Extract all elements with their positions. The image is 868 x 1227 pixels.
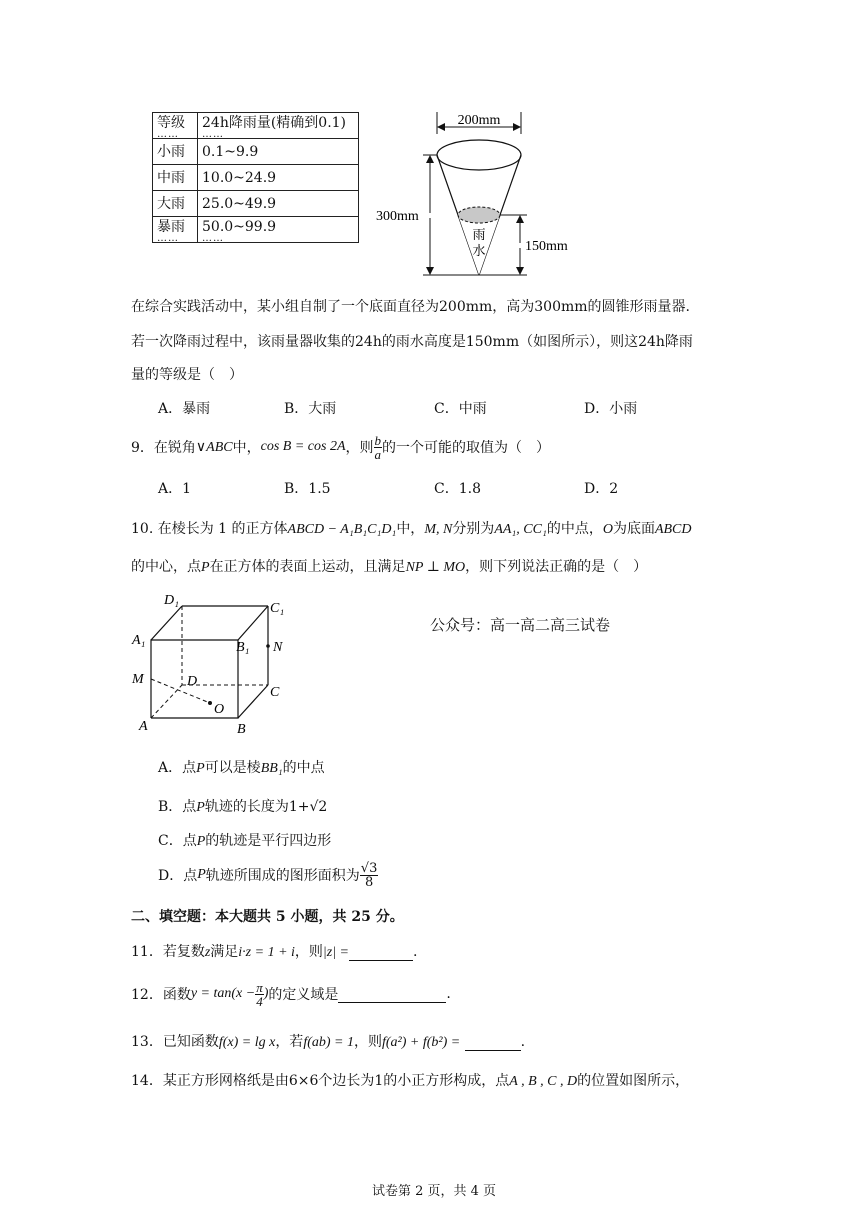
- q9-text: 中，: [232, 440, 261, 456]
- label-D1: D₁: [164, 593, 179, 608]
- table-row: [153, 113, 359, 139]
- q9-option-d[interactable]: D．2: [584, 481, 619, 497]
- q12-answer-blank[interactable]: [338, 986, 446, 1003]
- water-label-2: 水: [472, 243, 486, 258]
- label-D: D: [187, 674, 198, 689]
- q8-option-c[interactable]: C．中雨: [434, 401, 487, 417]
- q9-text: ，则: [345, 440, 374, 456]
- rainfall-table: [152, 112, 359, 243]
- table-cell: 暴雨 ……: [153, 217, 198, 243]
- table-cell: 小雨: [153, 139, 198, 165]
- q11-stem: 11．若复数z满足i·z = 1 + i，则|z| = .: [131, 944, 418, 960]
- water-label-1: 雨: [472, 227, 486, 242]
- q13-stem: 13．已知函数f(x) = lg x，若f(ab) = 1，则f(a²) + f(b²) = .: [131, 1034, 526, 1050]
- q9-stem: [131, 428, 550, 466]
- table-cell: 等级 ……: [153, 113, 198, 139]
- label-B1: B₁: [236, 640, 250, 655]
- table-cell: 25.0~49.9: [198, 191, 359, 217]
- table-row: [153, 217, 359, 243]
- q9-fraction: $\frac{b}{a}$: [374, 432, 381, 462]
- q8-line-3: 量的等级是（ ）: [131, 367, 243, 383]
- label-N: N: [273, 640, 283, 655]
- table-cell: 中雨: [153, 165, 198, 191]
- table-cell: 大雨: [153, 191, 198, 217]
- q9-prefix: 9．在锐角: [131, 440, 196, 456]
- q8-option-b[interactable]: B．大雨: [284, 401, 337, 417]
- dim-height: 300mm: [376, 209, 419, 224]
- q13-answer-blank[interactable]: [465, 1034, 521, 1051]
- dim-water-height: 150mm: [525, 239, 568, 254]
- label-M: M: [132, 672, 144, 687]
- table-row: [153, 165, 359, 191]
- q10-line-1: 10. 在棱长为 1 的正方体ABCD − A₁B₁C₁D₁中，M, N分别为AA₁, CC₁的中点，O为底面ABCD: [131, 521, 692, 537]
- q8-option-a[interactable]: A．暴雨: [158, 401, 211, 417]
- q10-line-2: 的中心，点P在正方体的表面上运动，且满足NP ⊥ MO，则下列说法正确的是（ ）: [131, 559, 648, 575]
- q10-option-c[interactable]: C．点P的轨迹是平行四边形: [158, 833, 332, 849]
- area-fraction: $\frac{√3}{8}$: [360, 860, 378, 890]
- watermark-text: 公众号：高一高二高三试卷: [430, 616, 611, 634]
- label-A: A: [139, 719, 148, 734]
- q10-option-b[interactable]: B．点P轨迹的长度为1+√2: [158, 799, 328, 815]
- q9-option-b[interactable]: B．1.5: [284, 481, 331, 497]
- pi-over-4-fraction: $\frac{\pi}{4}$: [256, 979, 263, 1009]
- table-cell: 50.0~99.9 ……: [198, 217, 359, 243]
- table-row: [153, 191, 359, 217]
- table-cell: 24h降雨量(精确到0.1) ……: [198, 113, 359, 139]
- cone-rain-gauge-figure: [375, 108, 585, 283]
- q11-answer-blank[interactable]: [349, 944, 413, 961]
- dim-top-diameter: 200mm: [457, 113, 501, 128]
- q8-option-d[interactable]: D．小雨: [584, 401, 638, 417]
- label-C1: C₁: [270, 601, 285, 616]
- q9-option-a[interactable]: A．1: [158, 481, 192, 497]
- q9-option-c[interactable]: C．1.8: [434, 481, 481, 497]
- label-C: C: [270, 685, 280, 700]
- q12-stem: 12．函数 y = tan(x − $\frac{\pi}{4}$ ) 的定义域是 .: [131, 979, 451, 1009]
- q8-line-2: 若一次降雨过程中，该雨量器收集的24h的雨水高度是150mm（如图所示），则这24h降雨: [131, 334, 693, 350]
- page-footer: 试卷第 2 页，共 4 页: [371, 1184, 497, 1199]
- cube-figure: [130, 588, 300, 738]
- q10-option-d[interactable]: D．点 P 轨迹所围成的图形面积为 $\frac{√3}{8}$: [158, 860, 378, 890]
- table-row: [153, 139, 359, 165]
- table-cell: 0.1~9.9: [198, 139, 359, 165]
- label-A1: A₁: [132, 633, 146, 648]
- q9-triangle: ∨ABC: [195, 439, 233, 455]
- q14-stem: 14．某正方形网格纸是由6×6个边长为1的小正方形构成，点A , B , C , D的位置如图所示，: [131, 1073, 690, 1089]
- q10-option-a[interactable]: A．点P可以是棱BB₁的中点: [158, 760, 325, 776]
- q9-condition: cos B = cos 2A: [260, 439, 346, 454]
- q8-line-1: 在综合实践活动中，某小组自制了一个底面直径为200mm，高为300mm的圆锥形雨量器.: [131, 299, 690, 315]
- label-O: O: [214, 702, 225, 717]
- table-cell: 10.0~24.9: [198, 165, 359, 191]
- section-2-title: 二、填空题：本大题共 5 小题，共 25 分。: [131, 909, 404, 925]
- q9-suffix: 的一个可能的取值为（ ）: [382, 440, 550, 456]
- label-B: B: [237, 722, 246, 737]
